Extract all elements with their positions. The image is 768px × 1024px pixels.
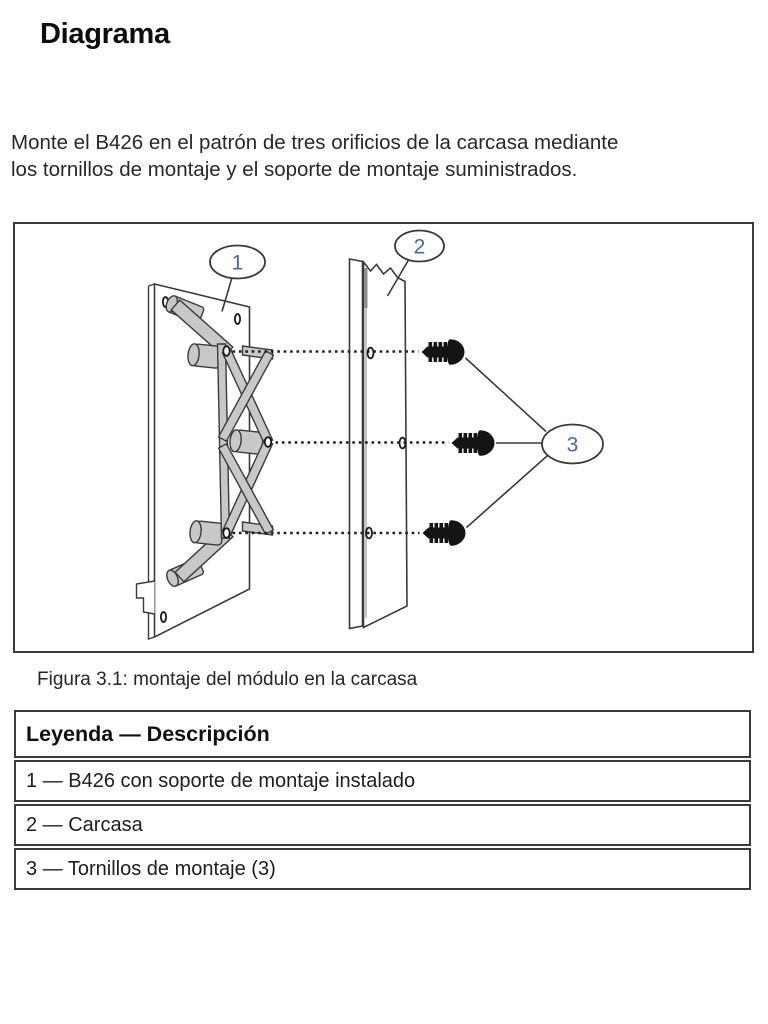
legend-row-1-label: 1 — B426 con soporte de montaje instalado [26,770,416,792]
legend-table [14,710,751,892]
mounting-diagram [15,224,752,651]
intro-paragraph [11,129,618,183]
mounting-screw-middle [452,430,495,456]
intro-line-2: los tornillos de montaje y el soporte de montaje suministrados. [11,158,578,181]
intro-line-1: Monte el B426 en el patrón de tres orificios de la carcasa mediante [11,131,619,154]
enclosure-panel [350,259,408,629]
callout-3-number: 3 [566,433,579,457]
legend-row-2 [14,804,751,846]
callout-3-leader-line-bottom [467,456,548,528]
legend-row-3-label: 3 — Tornillos de montaje (3) [26,858,276,880]
callout-1-number: 1 [231,251,244,275]
legend-row-1 [14,760,751,802]
diagram-figure [13,222,754,653]
mounting-screw-bottom [423,520,466,546]
page-title: Diagrama [40,18,170,50]
legend-row-3 [14,848,751,890]
figure-caption: Figura 3.1: montaje del módulo en la carcasa [37,669,418,690]
callout-1 [210,246,265,279]
callout-3-leader-line-top [466,358,547,432]
legend-header-row [14,710,751,758]
callout-3 [542,425,603,464]
callout-2-number: 2 [413,235,426,259]
mounting-screw-top [422,339,465,365]
legend-row-2-label: 2 — Carcasa [26,814,143,836]
legend-header-label: Leyenda — Descripción [26,722,270,746]
callout-2 [395,231,444,262]
